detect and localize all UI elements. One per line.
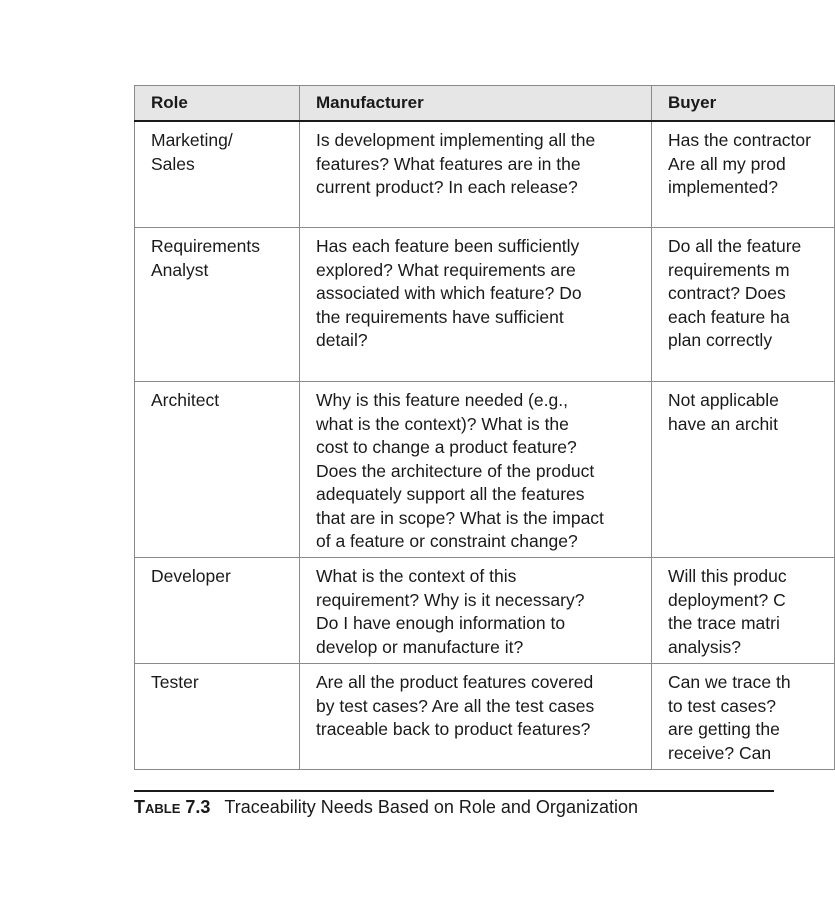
cell-buyer: Can we trace th to test cases? are getting the receive? Can	[652, 664, 835, 770]
table-row	[135, 121, 835, 228]
traceability-table-container	[134, 85, 834, 770]
cell-role: Architect	[135, 382, 300, 558]
cell-buyer: Not applicable have an archit	[652, 382, 835, 558]
cell-buyer: Has the contractor Are all my prod implemented?	[652, 121, 835, 228]
table-row	[135, 558, 835, 664]
cell-role: Requirements Analyst	[135, 228, 300, 382]
cell-buyer: Will this produc deployment? C the trace matri analysis?	[652, 558, 835, 664]
table-caption-text: Traceability Needs Based on Role and Organization	[224, 797, 638, 817]
cell-buyer: Do all the feature requirements m contract? Does each feature ha plan correctly	[652, 228, 835, 382]
header-manufacturer: Manufacturer	[300, 86, 652, 122]
table-header-row	[135, 86, 835, 122]
header-buyer: Buyer	[652, 86, 835, 122]
cell-manufacturer: Has each feature been sufficiently explored? What requirements are associated with which feature? Do the requirements have sufficient detail?	[300, 228, 652, 382]
table-row	[135, 228, 835, 382]
table-row	[135, 664, 835, 770]
header-role: Role	[135, 86, 300, 122]
cell-manufacturer: What is the context of this requirement? Why is it necessary? Do I have enough information to develop or manufacture it?	[300, 558, 652, 664]
table-caption	[134, 790, 774, 819]
table-caption-label: Table 7.3	[134, 797, 211, 817]
traceability-table	[134, 85, 835, 770]
cell-role: Marketing/ Sales	[135, 121, 300, 228]
table-row	[135, 382, 835, 558]
cell-manufacturer: Why is this feature needed (e.g., what is the context)? What is the cost to change a product feature? Does the architecture of the product adequately support all the features that are in scope? What is the impact of a feature or constraint change?	[300, 382, 652, 558]
cell-manufacturer: Is development implementing all the features? What features are in the current product? In each release?	[300, 121, 652, 228]
cell-role: Tester	[135, 664, 300, 770]
cell-manufacturer: Are all the product features covered by test cases? Are all the test cases traceable back to product features?	[300, 664, 652, 770]
cell-role: Developer	[135, 558, 300, 664]
